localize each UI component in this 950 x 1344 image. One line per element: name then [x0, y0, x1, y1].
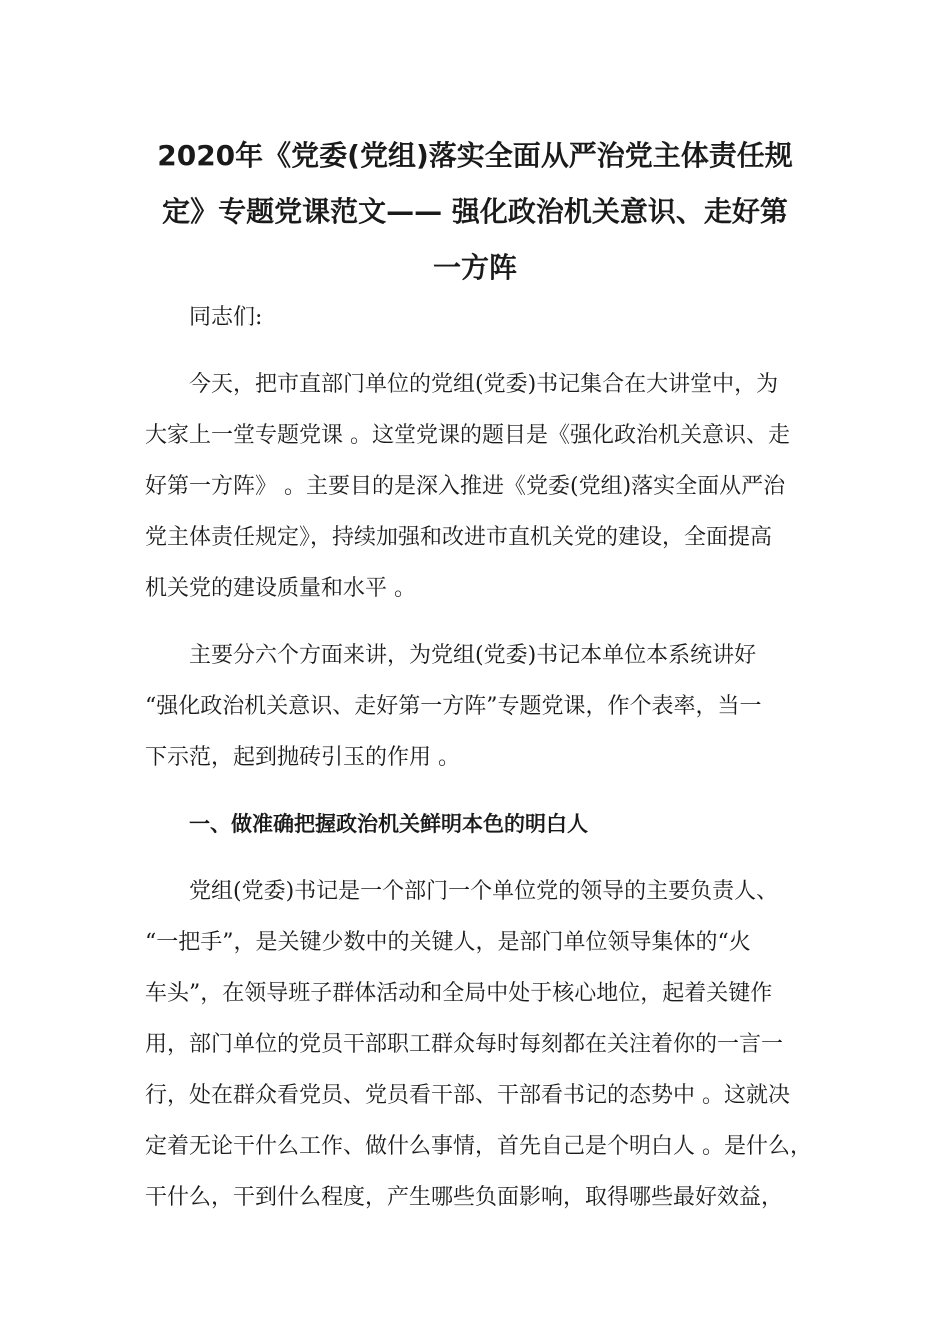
text-line: 党组(党委)书记是一个部门一个单位党的领导的主要负责人、 [189, 879, 779, 904]
text-line: 行，处在群众看党员、党员看干部、干部看书记的态势中 。这就决 [145, 1083, 790, 1108]
text-line: 今天，把市直部门单位的党组(党委)书记集合在大讲堂中，为 [189, 372, 779, 397]
text-line: “强化政治机关意识、走好第一方阵”专题党课，作个表率，当一 [145, 694, 762, 719]
title-line: 2020年《党委(党组)落实全面从严治党主体责任规 [157, 139, 793, 172]
text-line: 同志们: [189, 305, 263, 330]
text-line: 大家上一堂专题党课 。这堂党课的题目是《强化政治机关意识、走 [145, 423, 790, 448]
text-line: 干什么，干到什么程度，产生哪些负面影响，取得哪些最好效益， [145, 1185, 784, 1210]
text-line: 定着无论干什么工作、做什么事情，首先自己是个明白人 。是什么， [145, 1134, 812, 1159]
text-line: 机关党的建设质量和水平 。 [145, 576, 416, 601]
paragraph-section-one [145, 866, 817, 1223]
document-title [130, 128, 820, 296]
text-line: 党主体责任规定》，持续加强和改进市直机关党的建设，全面提高 [145, 525, 773, 550]
text-line: 车头”，在领导班子群体活动和全局中处于核心地位，起着关键作 [145, 981, 773, 1006]
text-line: 好第一方阵》 。主要目的是深入推进《党委(党组)落实全面从严治 [145, 474, 786, 499]
paragraph-outline [145, 630, 817, 783]
document-body [145, 292, 817, 1239]
section-heading: 一、做准确把握政治机关鲜明本色的明白人 [189, 812, 588, 836]
paragraph-intro [145, 359, 817, 614]
salutation [145, 292, 817, 343]
text-line: 主要分六个方面来讲，为党组(党委)书记本单位本系统讲好 [189, 643, 757, 668]
title-line: 定》专题党课范文—— 强化政治机关意识、走好第 [162, 195, 788, 228]
text-line: 用，部门单位的党员干部职工群众每时每刻都在关注着你的一言一 [145, 1032, 784, 1057]
text-line: “一把手”，是关键少数中的关键人，是部门单位领导集体的“火 [145, 930, 751, 955]
text-line: 下示范，起到抛砖引玉的作用 。 [145, 745, 460, 770]
title-line: 一方阵 [432, 251, 517, 284]
